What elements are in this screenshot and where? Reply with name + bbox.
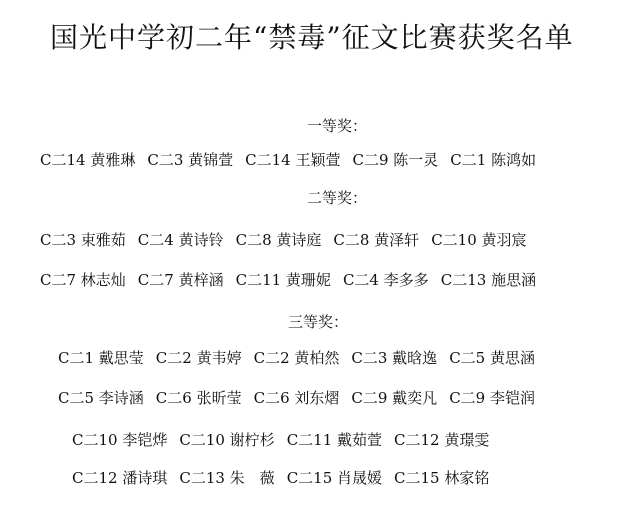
first-prize-heading: 一等奖： — [307, 117, 368, 135]
winner-entry: C二15 肖晟媛 — [286, 469, 383, 487]
winner-entry: C二6 刘东熠 — [253, 389, 340, 407]
winner-entry: C二2 黄韦婷 — [155, 349, 242, 367]
winner-entry: C二4 李多多 — [342, 271, 429, 289]
winner-entry: C二9 戴奕凡 — [351, 389, 438, 407]
winner-entry: C二12 黄璟雯 — [394, 431, 490, 449]
third-prize-row — [72, 430, 489, 450]
second-prize-row — [40, 230, 527, 250]
winner-entry: C二5 黄思涵 — [449, 349, 535, 367]
winner-entry: C二6 张昕莹 — [155, 389, 242, 407]
document-title: 国光中学初二年“禁毒”征文比赛获奖名单 — [50, 21, 574, 54]
winner-entry: C二7 林志灿 — [40, 271, 126, 289]
winner-entry: C二11 黄珊妮 — [235, 271, 331, 289]
second-prize-heading: 二等奖： — [307, 189, 368, 207]
winner-entry: C二7 黄梓涵 — [137, 271, 224, 289]
third-prize-heading: 三等奖： — [288, 313, 349, 331]
second-prize-row — [40, 270, 536, 290]
winner-entry: C二3 戴晗逸 — [351, 349, 438, 367]
winner-entry: C二10 李铠烨 — [72, 431, 168, 449]
winner-entry: C二14 黄雅琳 — [40, 151, 136, 169]
winner-entry: C二9 李铠润 — [449, 389, 535, 407]
winner-entry: C二11 戴茹萱 — [286, 431, 383, 449]
winner-entry: C二1 戴思莹 — [58, 349, 144, 367]
winner-entry: C二10 黄羽宸 — [431, 231, 527, 249]
winner-entry: C二13 施思涵 — [440, 271, 537, 289]
winner-entry: C二4 黄诗铃 — [137, 231, 224, 249]
third-prize-row — [58, 388, 535, 408]
winner-entry: C二8 黄泽轩 — [333, 231, 420, 249]
winner-entry: C二13 朱 薇 — [179, 469, 275, 487]
winner-entry: C二3 束雅茹 — [40, 231, 126, 249]
winner-entry: C二15 林家铭 — [394, 469, 490, 487]
winner-entry: C二1 陈鸿如 — [450, 151, 537, 169]
winner-entry: C二3 黄锦萱 — [147, 151, 234, 169]
winner-entry: C二10 谢柠杉 — [179, 431, 275, 449]
third-prize-row — [72, 468, 489, 488]
winner-entry: C二8 黄诗庭 — [235, 231, 322, 249]
first-prize-row — [40, 150, 536, 170]
winner-entry: C二14 王颖萱 — [245, 151, 341, 169]
winner-entry: C二2 黄柏然 — [253, 349, 340, 367]
winner-entry: C二5 李诗涵 — [58, 389, 144, 407]
third-prize-row — [58, 348, 535, 368]
winner-entry: C二12 潘诗琪 — [72, 469, 168, 487]
winner-entry: C二9 陈一灵 — [352, 151, 439, 169]
